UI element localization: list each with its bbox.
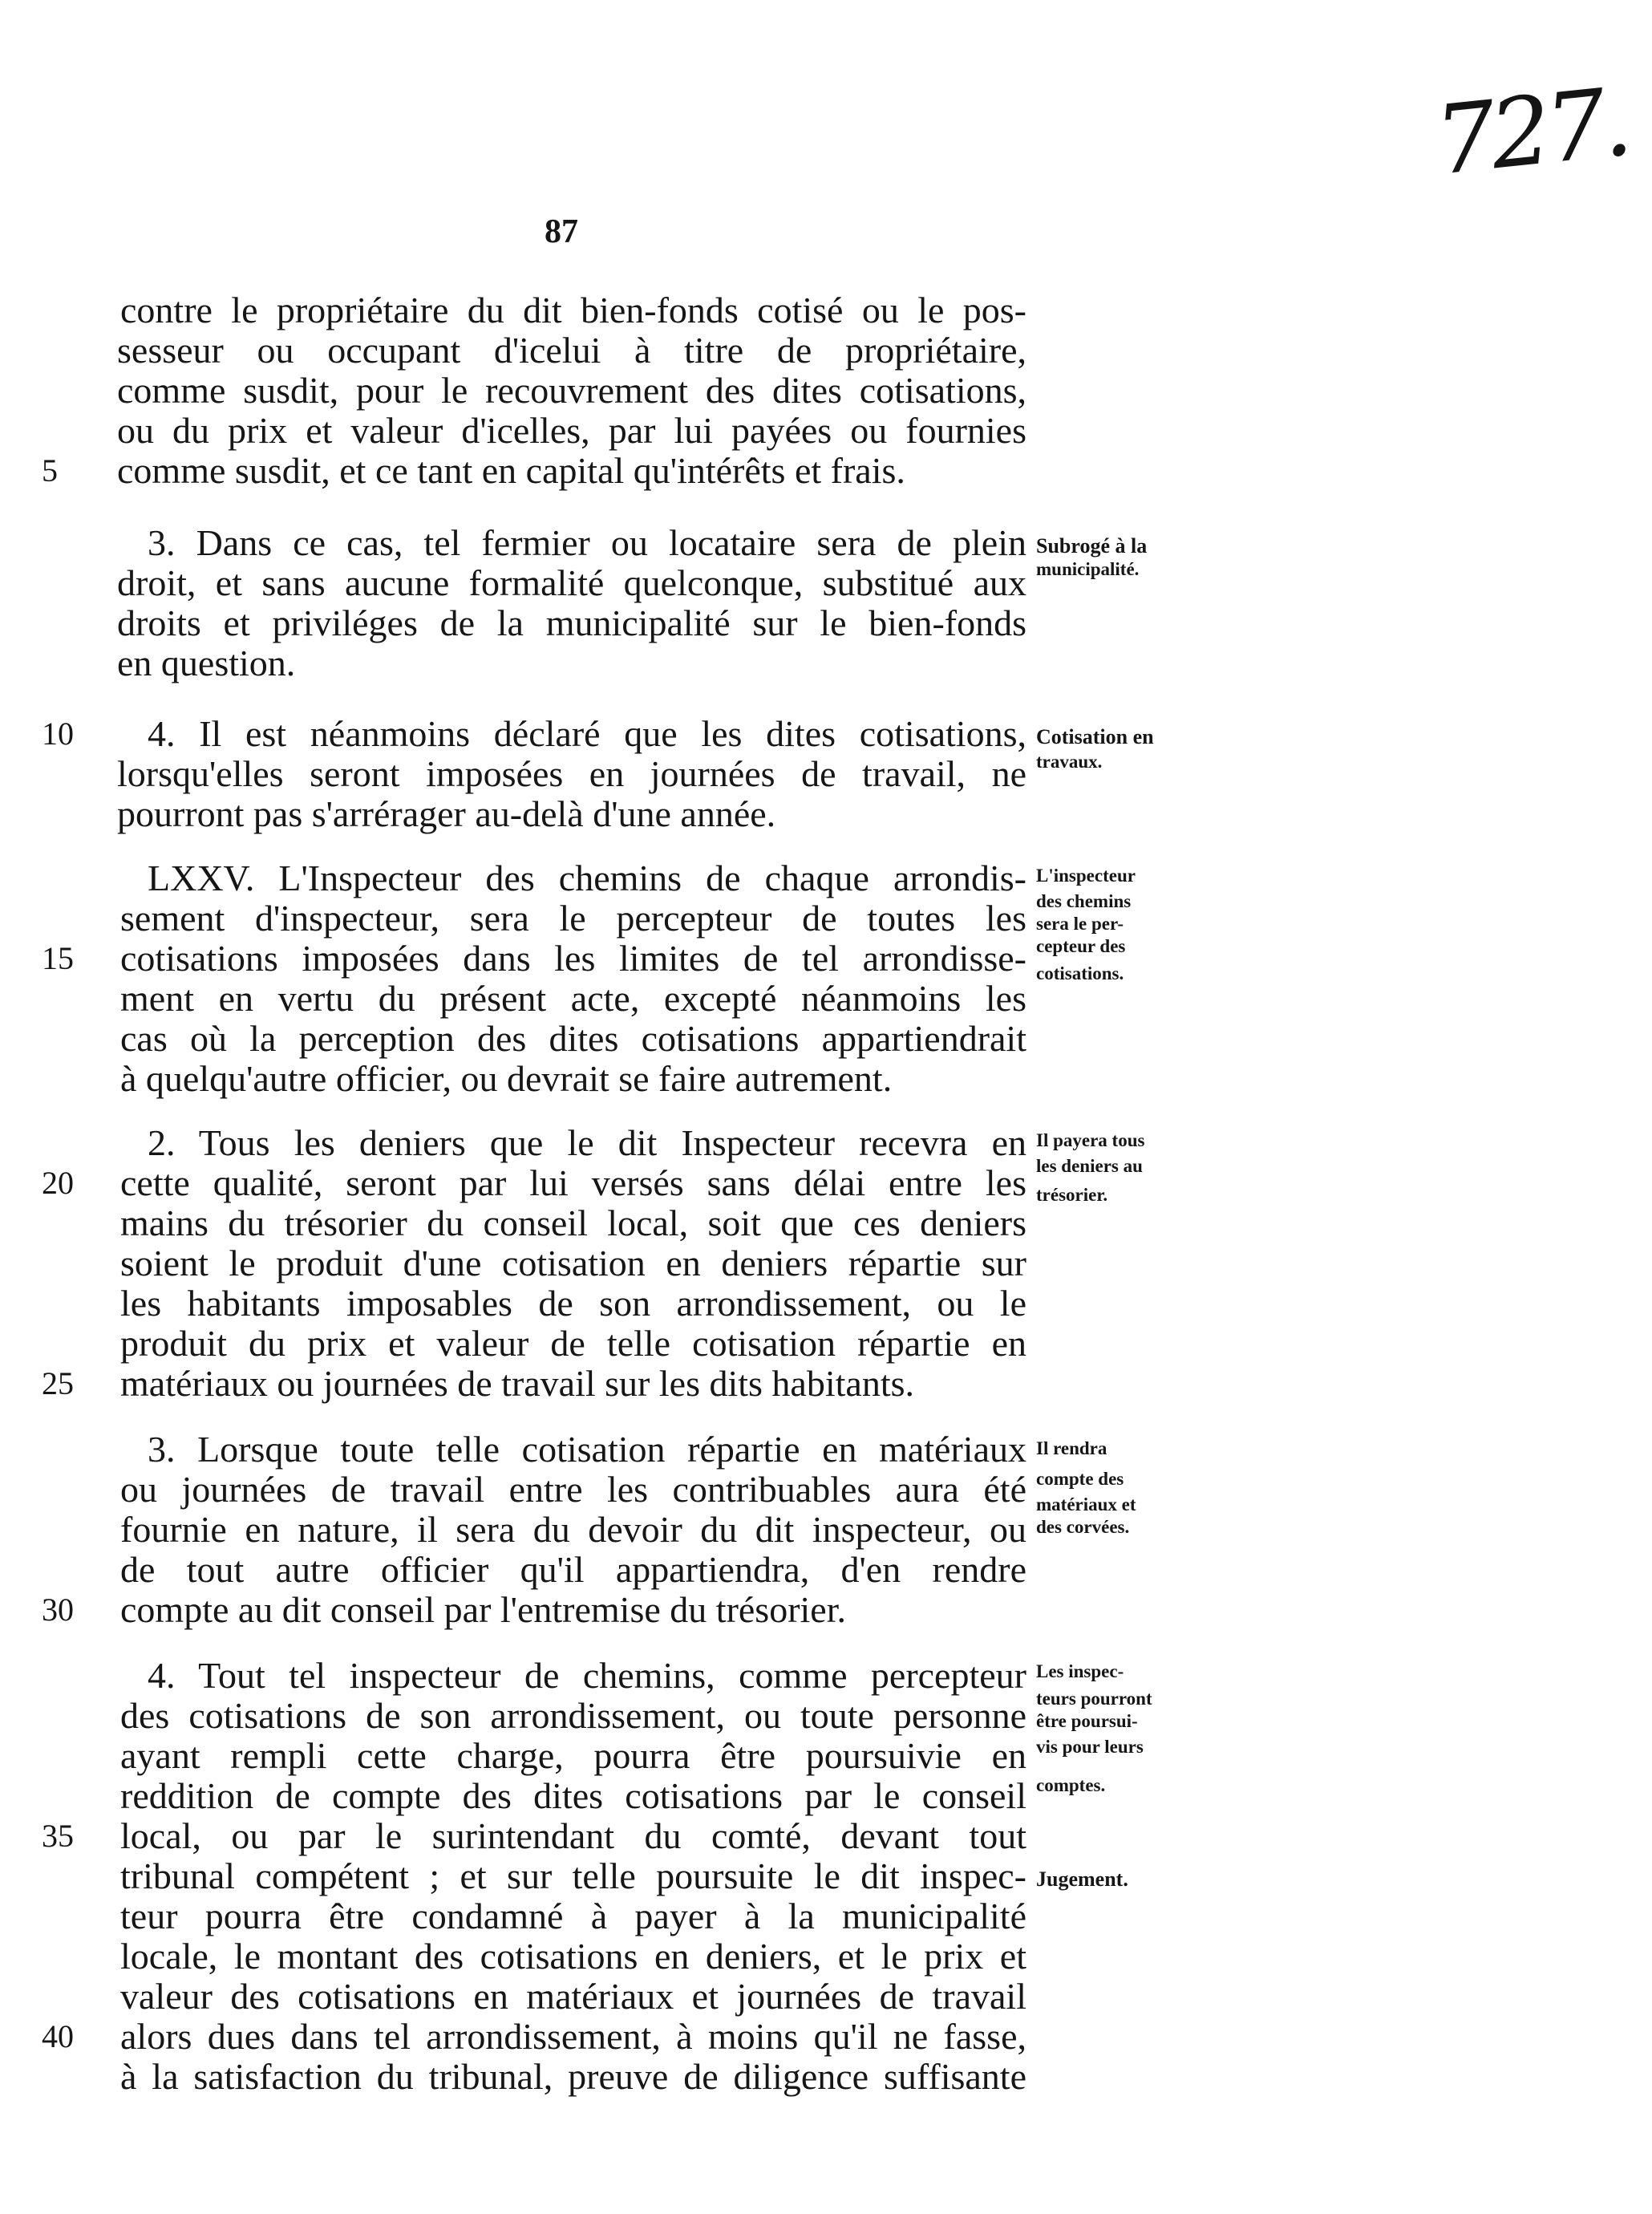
- body-line: comme susdit, et ce tant en capital qu'intérêts et frais.: [117, 450, 905, 491]
- body-line: ment en vertu du présent acte, excepté néanmoins les: [120, 978, 1026, 1019]
- body-line: 4. Il est néanmoins déclaré que les dites cotisations,: [148, 713, 1026, 754]
- marginal-note: sera le per-: [1036, 914, 1124, 934]
- body-line: cette qualité, seront par lui versés sans délai entre les: [120, 1162, 1026, 1203]
- body-line: de tout autre officier qu'il appartiendra, d'en rendre: [120, 1549, 1026, 1590]
- body-line: locale, le montant des cotisations en deniers, et le prix et: [120, 1936, 1026, 1977]
- body-line: contre le propriétaire du dit bien-fonds cotisé ou le pos-: [120, 290, 1026, 330]
- body-line: alors dues dans tel arrondissement, à moins qu'il ne fasse,: [120, 2016, 1026, 2057]
- body-line: à quelqu'autre officier, ou devrait se faire autrement.: [120, 1058, 893, 1099]
- marginal-note: matériaux et: [1036, 1494, 1136, 1515]
- body-line: produit du prix et valeur de telle cotisation répartie en: [120, 1323, 1026, 1364]
- marginal-note: municipalité.: [1036, 559, 1140, 579]
- marginal-note: Jugement.: [1036, 1867, 1128, 1891]
- handwritten-folio: 727.: [1430, 66, 1633, 197]
- body-line: droits et priviléges de la municipalité sur le bien-fonds: [117, 602, 1026, 643]
- line-number: 5: [42, 452, 58, 489]
- body-line: soient le produit d'une cotisation en deniers répartie sur: [120, 1243, 1026, 1283]
- body-line: droit, et sans aucune formalité quelconque, substitué aux: [117, 562, 1026, 603]
- marginal-note: travaux.: [1036, 752, 1103, 772]
- marginal-note: être poursui-: [1036, 1711, 1138, 1731]
- body-line: 2. Tous les deniers que le dit Inspecteur recevra en: [148, 1122, 1026, 1163]
- body-line: à la satisfaction du tribunal, preuve de diligence suffisante: [120, 2056, 1026, 2097]
- body-line: 3. Dans ce cas, tel fermier ou locataire sera de plein: [148, 522, 1026, 563]
- line-number: 35: [42, 1818, 74, 1854]
- marginal-note: des corvées.: [1036, 1517, 1130, 1537]
- body-line: matériaux ou journées de travail sur les dits habitants.: [120, 1363, 915, 1404]
- marginal-note: compte des: [1036, 1469, 1124, 1489]
- body-line: LXXV. L'Inspecteur des chemins de chaque arrondis-: [148, 858, 1026, 898]
- body-line: reddition de compte des dites cotisations par le conseil: [120, 1775, 1026, 1816]
- body-line: comme susdit, pour le recouvrement des dites cotisations,: [117, 370, 1026, 411]
- body-line: compte au dit conseil par l'entremise du trésorier.: [120, 1589, 846, 1630]
- body-line: valeur des cotisations en matériaux et journées de travail: [120, 1976, 1026, 2017]
- body-line: des cotisations de son arrondissement, ou toute personne: [120, 1695, 1026, 1736]
- line-number: 15: [42, 940, 74, 976]
- line-number: 40: [42, 2018, 74, 2054]
- marginal-note: teurs pourront: [1036, 1689, 1152, 1709]
- marginal-note: Subrogé à la: [1036, 534, 1148, 558]
- body-line: cotisations imposées dans les limites de tel arrondisse-: [120, 938, 1026, 979]
- body-line: 4. Tout tel inspecteur de chemins, comme percepteur: [148, 1655, 1026, 1696]
- body-line: ou du prix et valeur d'icelles, par lui payées ou fournies: [117, 410, 1026, 451]
- body-line: en question.: [117, 643, 296, 683]
- body-line: tribunal compétent ; et sur telle poursuite le dit inspec-: [120, 1855, 1026, 1896]
- marginal-note: Il payera tous: [1036, 1130, 1145, 1150]
- marginal-note: cotisations.: [1036, 963, 1124, 983]
- marginal-note: trésorier.: [1036, 1185, 1108, 1205]
- line-number: 25: [42, 1365, 74, 1401]
- body-line: fournie en nature, il sera du devoir du dit inspecteur, ou: [120, 1509, 1026, 1550]
- body-line: sesseur ou occupant d'icelui à titre de propriétaire,: [117, 330, 1026, 371]
- line-number: 10: [42, 716, 74, 752]
- page-number: 87: [545, 213, 578, 250]
- body-line: cas où la perception des dites cotisations appartiendrait: [120, 1018, 1026, 1059]
- body-line: pourront pas s'arrérager au-delà d'une année.: [117, 793, 776, 834]
- body-line: local, ou par le surintendant du comté, devant tout: [120, 1815, 1026, 1856]
- marginal-note: Il rendra: [1036, 1438, 1107, 1458]
- marginal-note: comptes.: [1036, 1775, 1106, 1795]
- marginal-note: cepteur des: [1036, 936, 1126, 956]
- marginal-note: les deniers au: [1036, 1156, 1143, 1176]
- body-line: lorsqu'elles seront imposées en journées de travail, ne: [117, 753, 1026, 794]
- body-line: ayant rempli cette charge, pourra être poursuivie en: [120, 1735, 1026, 1776]
- line-number: 20: [42, 1165, 74, 1201]
- line-number: 30: [42, 1592, 74, 1628]
- marginal-note: Les inspec-: [1036, 1661, 1124, 1681]
- marginal-note: Cotisation en: [1036, 725, 1154, 748]
- marginal-note: vis pour leurs: [1036, 1737, 1144, 1757]
- body-line: teur pourra être condamné à payer à la municipalité: [120, 1896, 1026, 1936]
- body-line: les habitants imposables de son arrondissement, ou le: [120, 1283, 1026, 1324]
- body-line: ou journées de travail entre les contribuables aura été: [120, 1469, 1026, 1510]
- body-line: mains du trésorier du conseil local, soit que ces deniers: [120, 1202, 1026, 1243]
- body-line: 3. Lorsque toute telle cotisation répartie en matériaux: [148, 1429, 1026, 1470]
- body-line: sement d'inspecteur, sera le percepteur de toutes les: [120, 898, 1026, 939]
- marginal-note: L'inspecteur: [1036, 866, 1136, 886]
- marginal-note: des chemins: [1036, 891, 1132, 911]
